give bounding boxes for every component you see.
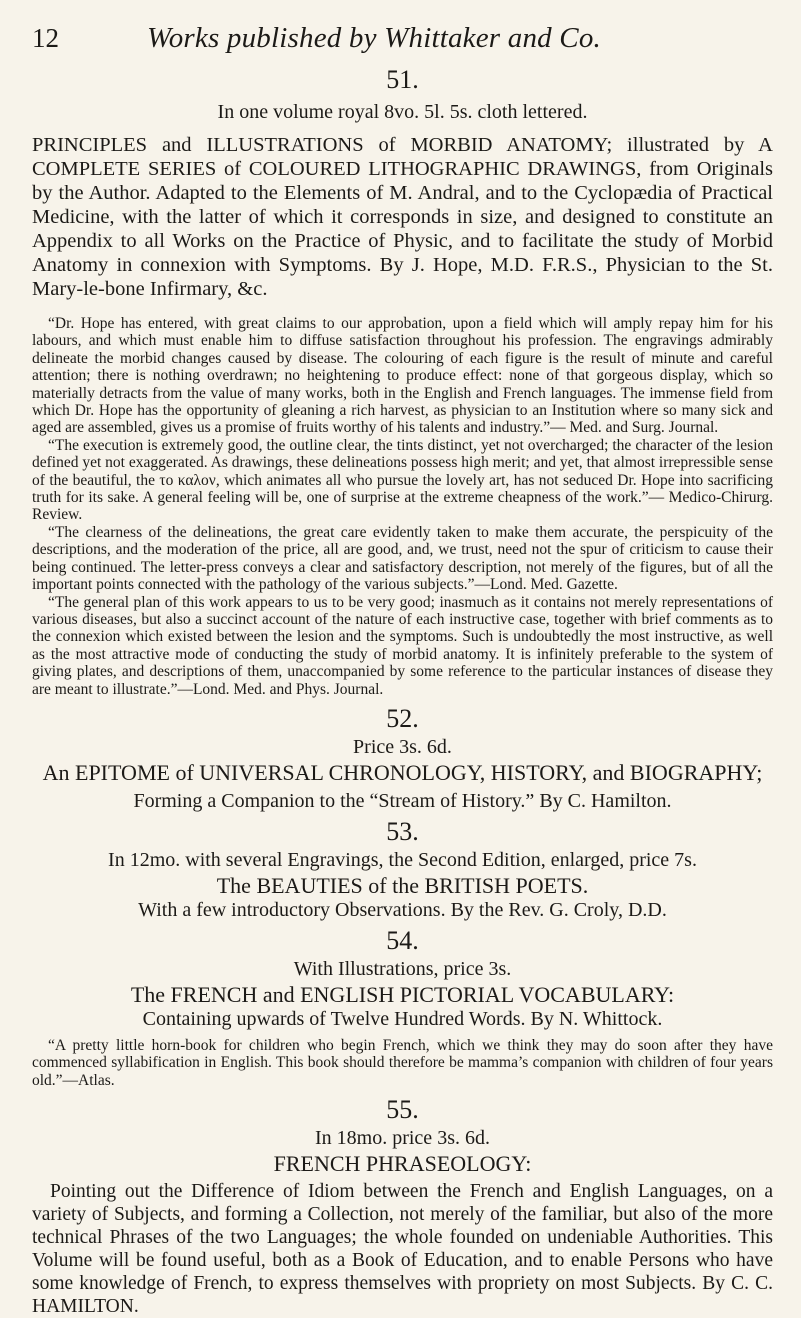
entry-51 [32, 65, 773, 698]
book-title: The BEAUTIES of the BRITISH POETS. [216, 872, 589, 898]
book-description: Pointing out the Difference of Idiom between the French and English Languages, on a variety of Subjects, and forming a Collection, not merely of the familiar, but also of the more technical Phrases of the two Languages; the whole founded on undeniable Authorities. This Volume will be found useful, both as a Book of Education, and to enable Persons who have some knowledge of French, to express themselves with propriety on most Subjects. By C. C. HAMILTON. [32, 1181, 773, 1318]
entry-53 [32, 817, 773, 922]
imprint-line: With Illustrations, price 3s. [293, 957, 512, 980]
review-quote: “The execution is extremely good, the outline clear, the tints distinct, yet not overcharged; the character of the lesion defined yet not exaggerated. As drawings, these delineations possess high merit; and yet, that almost irrepressible sense of the beautiful, the το καλον, which animates all who pursue the lovely art, has not seduced Dr. Hope into sacrificing truth for its sake. A general feeling will be, one of surprise at the extreme cheapness of the work.”— Medico-Chirurg. Review. [32, 436, 773, 524]
review-quote: “Dr. Hope has entered, with great claims to our approbation, upon a field which will amply repay him for his labours, and which must enable him to diffuse satisfaction throughout his profession. The engravings admirably delineate the morbid changes caused by disease. The colouring of each figure is the result of minute and careful attention; there is nothing overdrawn; no heightening to produce effect: none of that gorgeous display, which so materially detracts from the value of many works, both in the English and French languages. The immense field from which Dr. Hope has the opportunity of gleaning a rich harvest, as physician to an Institution where so many sick and aged are assembled, gives us a promise of fruits worthy of his talents and industry.”— Med. and Surg. Journal. [32, 315, 773, 437]
entry-number: 51. [386, 65, 419, 94]
imprint-line: In 12mo. with several Engravings, the Second Edition, enlarged, price 7s. [108, 848, 697, 871]
entry-number: 52. [386, 703, 419, 733]
byline: With a few introductory Observations. By the Rev. G. Croly, D.D. [138, 898, 667, 921]
running-head [32, 22, 773, 55]
byline: Forming a Companion to the “Stream of History.” By C. Hamilton. [133, 789, 672, 812]
entry-55 [32, 1095, 773, 1318]
entry-number: 53. [386, 816, 419, 846]
book-title: An EPITOME of UNIVERSAL CHRONOLOGY, HISTORY, and BIOGRAPHY; [42, 759, 763, 785]
entry-52 [32, 704, 773, 813]
book-title: The FRENCH and ENGLISH PICTORIAL VOCABULARY: [130, 981, 675, 1007]
imprint-line: In 18mo. price 3s. 6d. [315, 1127, 490, 1150]
page-number: 12 [32, 23, 59, 53]
entry-54 [32, 926, 773, 1089]
imprint-line: In one volume royal 8vo. 5l. 5s. cloth lettered. [217, 101, 588, 123]
byline: Containing upwards of Twelve Hundred Words. By N. Whittock. [142, 1007, 663, 1030]
book-title: PRINCIPLES and ILLUSTRATIONS of MORBID ANATOMY; illustrated by A COMPLETE SERIES of COLOURED LITHOGRAPHIC DRAWINGS, from Originals by the Author. Adapted to the Elements of M. Andral, and to the Cyclopædia of Practical Medicine, with the latter of which it corresponds in size, and designed to constitute an Appendix to all Works on the Practice of Physic, and to facilitate the study of Morbid Anatomy in connexion with Symptoms. By J. Hope, M.D. F.R.S., Physician to the St. Mary-le-bone Infirmary, &c. [32, 134, 773, 300]
review-quote: “The clearness of the delineations, the great care evidently taken to make them accurate, the perspicuity of the descriptions, and the moderation of the price, all are good, and, we trust, need not the spur of criticism to cause their being continued. The letter-press conveys a clear and satisfactory description, not merely of the figures, but of all the important points connected with the pathology of the various subjects.”—Lond. Med. Gazette. [32, 523, 773, 594]
review-quote: “The general plan of this work appears to us to be very good; inasmuch as it contains not merely representations of various diseases, but also a succinct account of the nature of each instructive case, together with brief comments as to the connexion which existed between the lesion and the symptoms. Such is undoubtedly the most instructive, as well as the most attractive mode of conducting the study of morbid anatomy. It is infinitely preferable to the system of giving plates, and descriptions of them, unaccompanied by some reference to the particular instances of disease they are meant to illustrate.”—Lond. Med. and Phys. Journal. [32, 593, 773, 698]
catalogue-page [0, 22, 801, 1318]
entry-number: 54. [386, 925, 419, 955]
review-quotes [32, 315, 773, 698]
imprint-line: Price 3s. 6d. [353, 735, 452, 758]
review-quote: “A pretty little horn-book for children who begin French, which we think they may do soon after they have commenced syllabification in English. This book should therefore be mamma’s companion with children of four years old.”—Atlas. [32, 1036, 773, 1089]
review-quotes [32, 1037, 773, 1089]
book-title: FRENCH PHRASEOLOGY: [273, 1151, 532, 1177]
running-title: Works published by Whittaker and Co. [147, 22, 601, 54]
entry-number: 55. [386, 1095, 419, 1125]
